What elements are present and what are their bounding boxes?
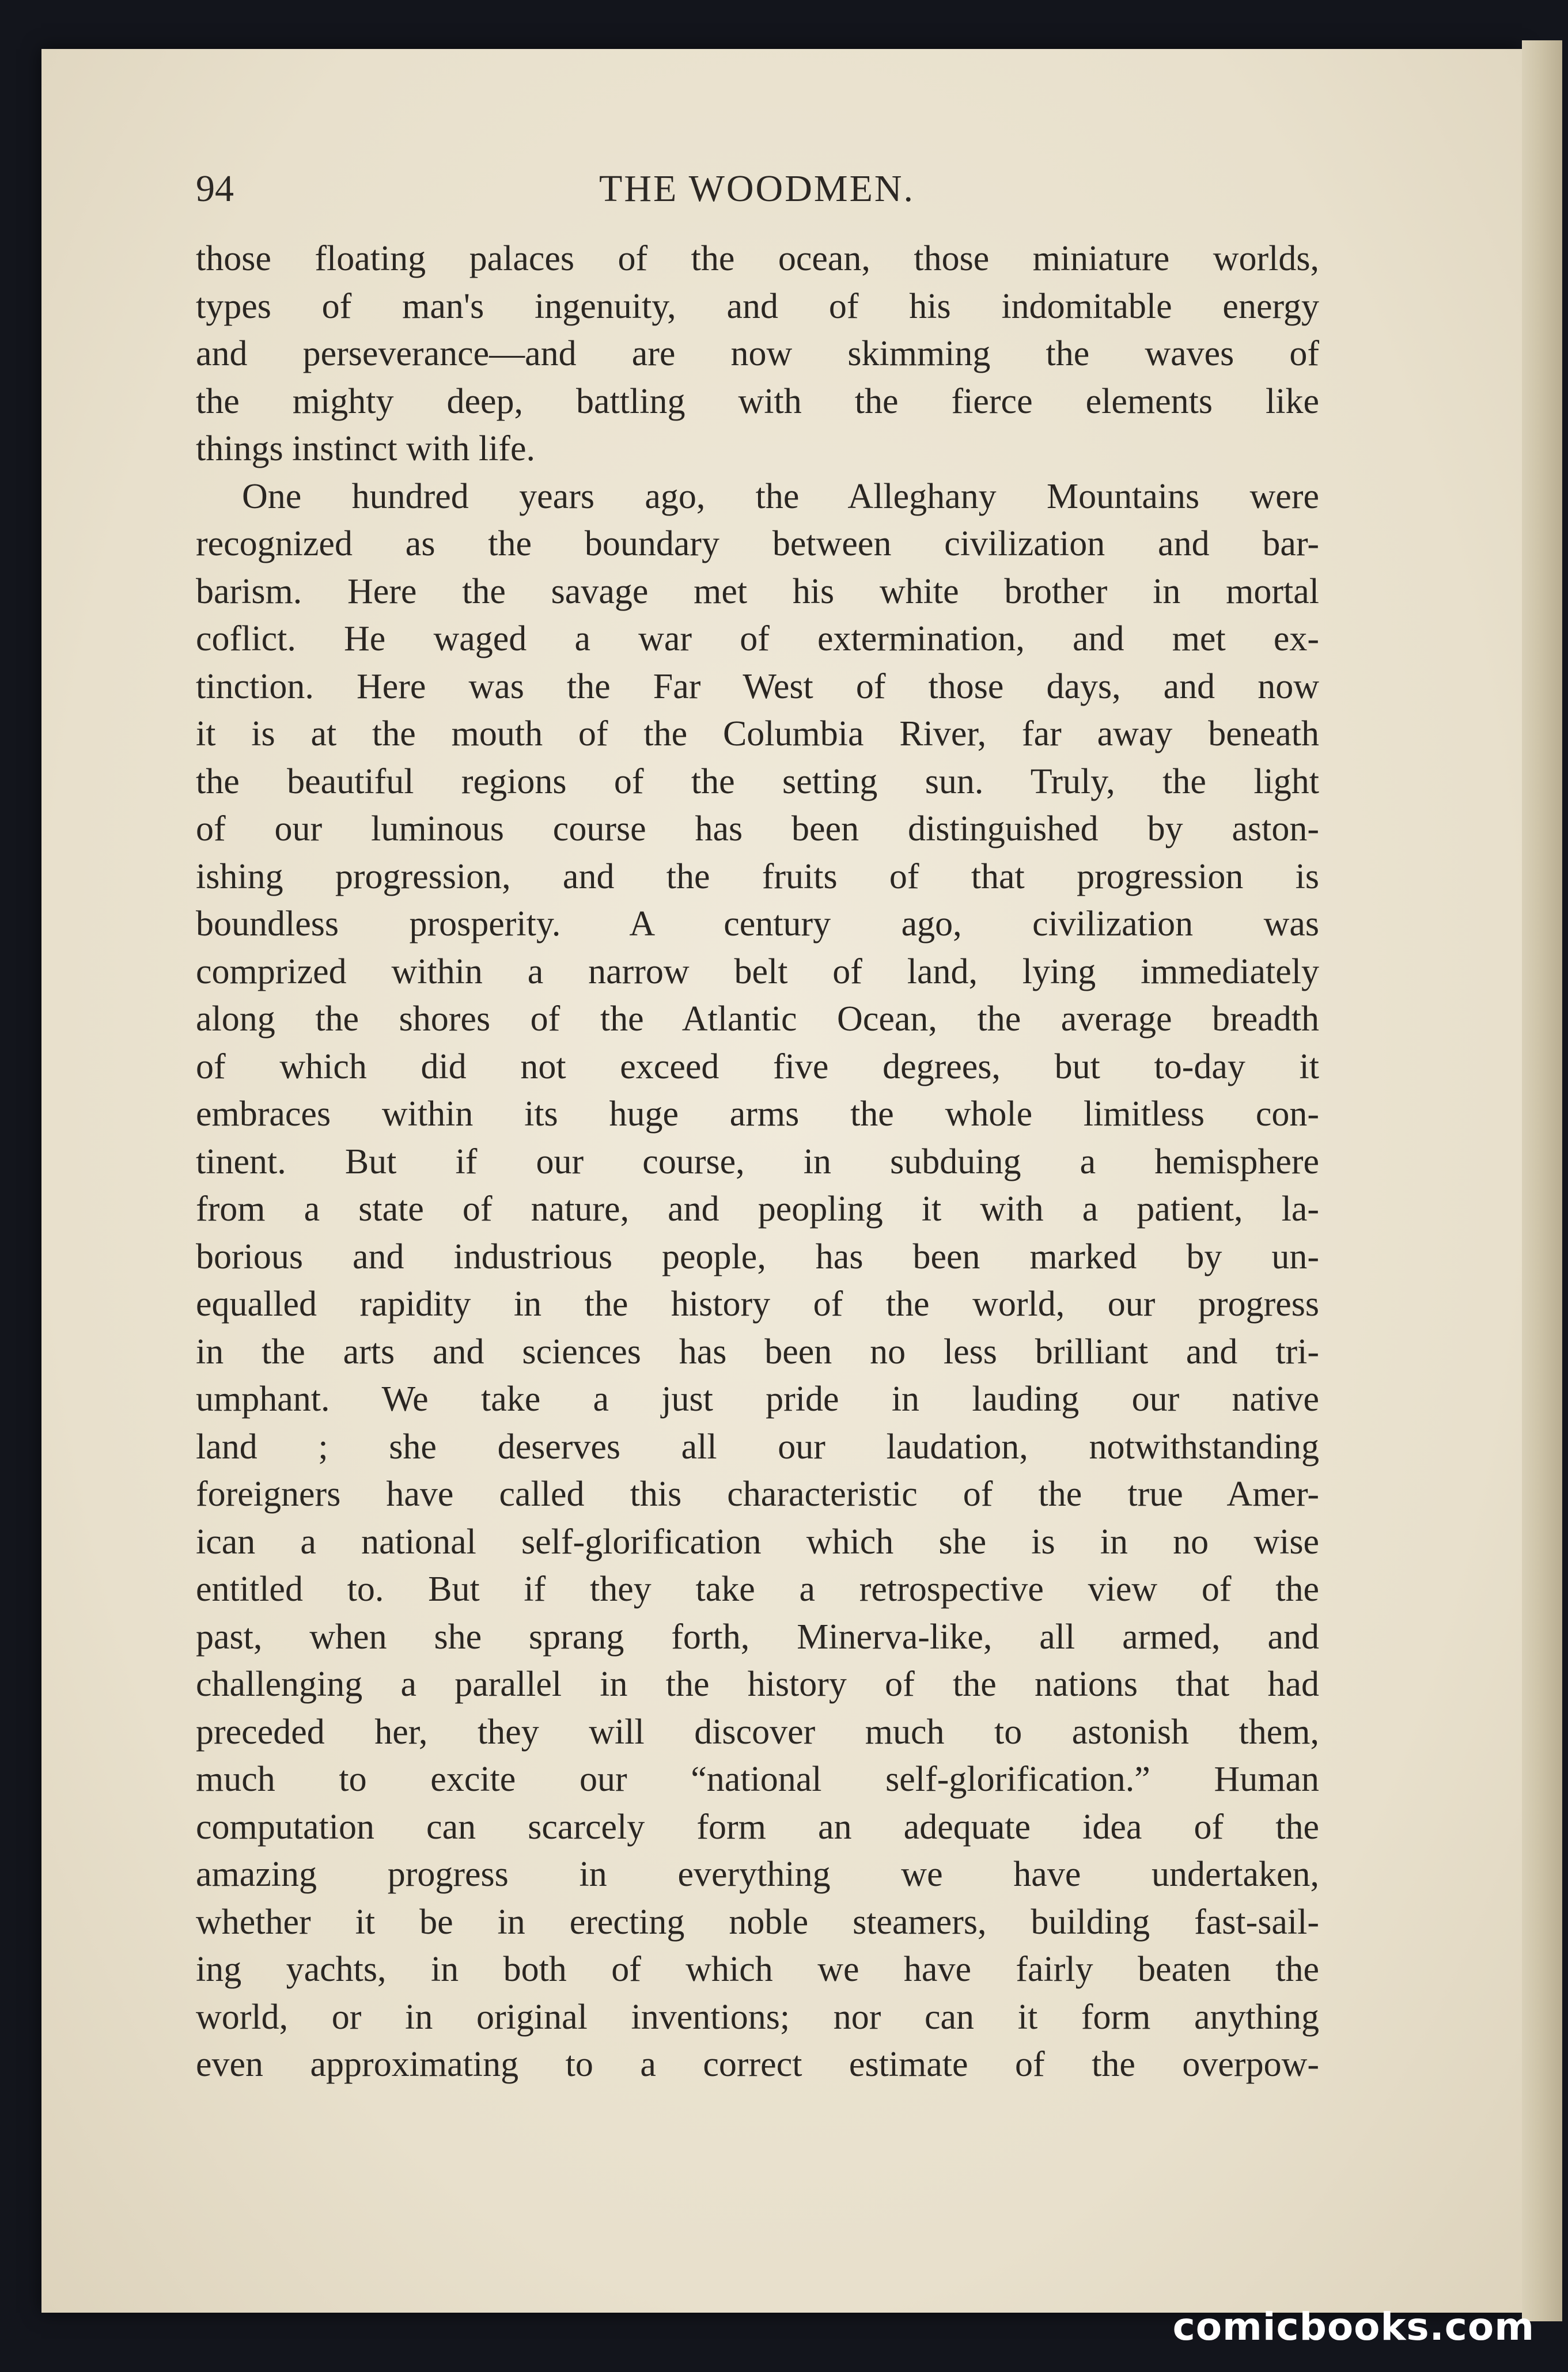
text-line: ican a national self-glorification which she is in no wise	[196, 1522, 1319, 1562]
text-line: of which did not exceed five degrees, but to-day it	[196, 1047, 1319, 1086]
text-line: in the arts and sciences has been no less brilliant and tri-	[196, 1332, 1319, 1371]
running-head	[196, 167, 1342, 230]
text-line: challenging a parallel in the history of the nations that had	[196, 1665, 1319, 1704]
text-line: the mighty deep, battling with the fierce elements like	[196, 381, 1319, 421]
text-line: much to excite our “national self-glorification.” Human	[196, 1760, 1319, 1799]
text-line: amazing progress in everything we have undertaken,	[196, 1855, 1319, 1894]
watermark: comicbooks.com	[1172, 2305, 1535, 2349]
text-line: and perseverance—and are now skimming the waves of	[196, 334, 1319, 373]
text-line: tinent. But if our course, in subduing a hemisphere	[196, 1142, 1319, 1181]
text-line: embraces within its huge arms the whole limitless con-	[196, 1094, 1319, 1134]
text-line: One hundred years ago, the Alleghany Mountains were	[242, 476, 1319, 516]
text-line: of our luminous course has been distinguished by aston-	[196, 809, 1319, 848]
text-line: comprized within a narrow belt of land, lying immediately	[196, 952, 1319, 991]
body-text	[196, 235, 1319, 2089]
text-line: whether it be in erecting noble steamers, building fast-sail-	[196, 1902, 1319, 1942]
text-line: entitled to. But if they take a retrospective view of the	[196, 1570, 1319, 1609]
text-line: it is at the mouth of the Columbia River, far away beneath	[196, 714, 1319, 753]
text-line: those floating palaces of the ocean, those miniature worlds,	[196, 239, 1319, 278]
running-title: THE WOODMEN.	[599, 168, 915, 210]
text-line: along the shores of the Atlantic Ocean, the average breadth	[196, 999, 1319, 1039]
text-line: the beautiful regions of the setting sun. Truly, the light	[196, 761, 1319, 801]
text-line: umphant. We take a just pride in lauding our native	[196, 1380, 1319, 1419]
text-line: coflict. He waged a war of extermination, and met ex-	[196, 619, 1319, 658]
text-line: even approximating to a correct estimate of the overpow-	[196, 2045, 1319, 2084]
text-line: ishing progression, and the fruits of that progression is	[196, 857, 1319, 896]
text-line: recognized as the boundary between civilization and bar-	[196, 524, 1319, 563]
text-line: past, when she sprang forth, Minerva-like, all armed, and	[196, 1617, 1319, 1657]
text-line: equalled rapidity in the history of the world, our progress	[196, 1284, 1319, 1324]
page-number: 94	[196, 168, 234, 210]
text-line: land ; she deserves all our laudation, notwithstanding	[196, 1427, 1319, 1467]
text-line: tinction. Here was the Far West of those days, and now	[196, 666, 1319, 706]
text-line: types of man's ingenuity, and of his indomitable energy	[196, 286, 1319, 326]
text-line: borious and industrious people, has been marked by un-	[196, 1237, 1319, 1276]
text-line: things instinct with life.	[196, 429, 535, 468]
page-edge	[1522, 40, 1562, 2321]
text-line: ing yachts, in both of which we have fairly beaten the	[196, 1950, 1319, 1989]
text-line: foreigners have called this characteristic of the true Amer-	[196, 1475, 1319, 1514]
text-line: world, or in original inventions; nor can it form anything	[196, 1997, 1319, 2037]
text-line: preceded her, they will discover much to astonish them,	[196, 1712, 1319, 1752]
text-line: barism. Here the savage met his white brother in mortal	[196, 571, 1319, 611]
text-line: from a state of nature, and peopling it with a patient, la-	[196, 1189, 1319, 1229]
text-line: computation can scarcely form an adequate idea of the	[196, 1807, 1319, 1847]
text-line: boundless prosperity. A century ago, civilization was	[196, 904, 1319, 944]
